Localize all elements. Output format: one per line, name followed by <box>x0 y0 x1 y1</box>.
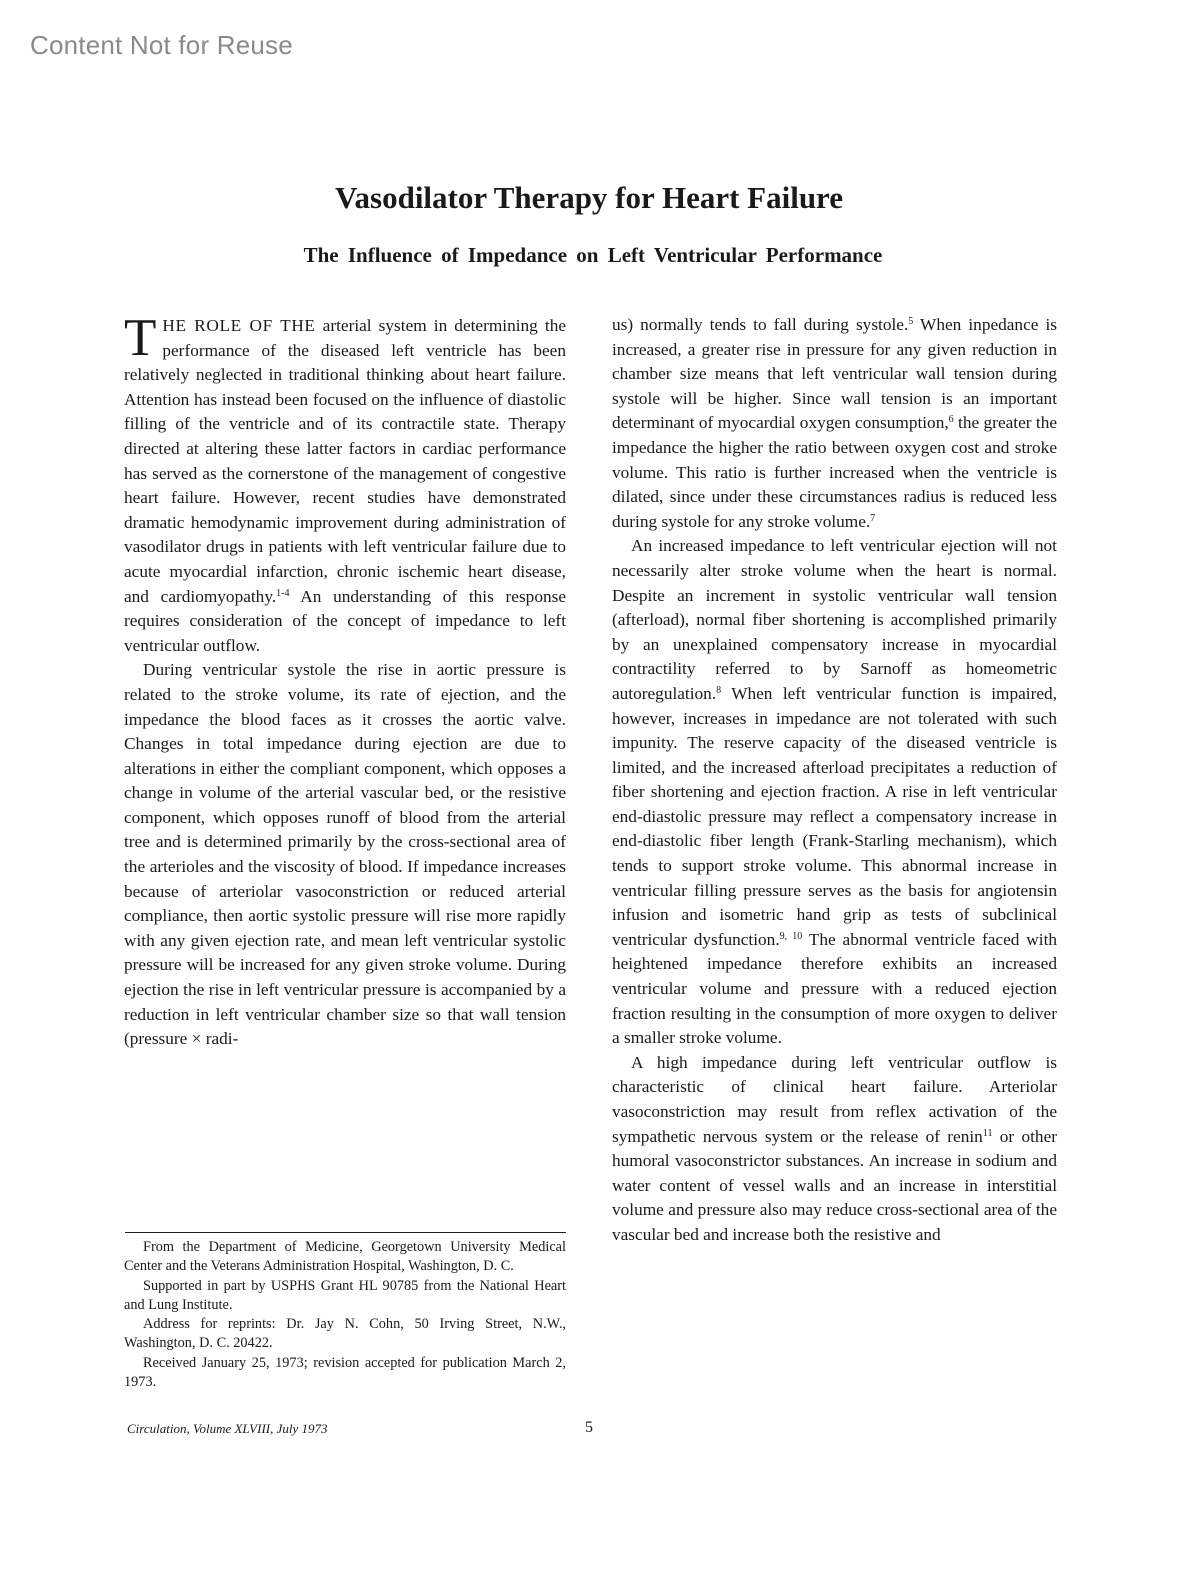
footnote-reprints: Address for reprints: Dr. Jay N. Cohn, 50 Irving Street, N.W., Washington, D. C. 20422. <box>124 1316 566 1352</box>
article-subtitle: The Influence of Impedance on Left Ventricular Performance <box>303 243 883 267</box>
citation-ref: 1-4 <box>276 587 290 599</box>
paragraph-text: An increased impedance to left ventricular ejection will not necessarily alter stroke volume when the heart is normal. Despite an increment in systolic ventricular wall tension (afterload), normal fiber shortening is accomplished primarily by an unexplained compensatory increase in myocardial contractility referred to by Sarnoff as homeometric autoregulation. <box>612 536 1057 703</box>
paragraph-text: us) normally tends to fall during systole. <box>612 315 909 334</box>
citation-ref: 8 <box>716 684 722 696</box>
citation-ref: 7 <box>870 512 876 524</box>
watermark-label: Content Not for Reuse <box>30 30 293 60</box>
footnote-support: Supported in part by USPHS Grant HL 90785 from the National Heart and Lung Institute. <box>124 1277 566 1313</box>
paragraph-impedance <box>612 534 1057 1050</box>
citation-ref: 6 <box>948 414 954 426</box>
citation-ref: 9, 10 <box>779 930 803 942</box>
left-column <box>124 309 567 1052</box>
right-column <box>612 313 1057 1248</box>
paragraph-text: When left ventricular function is impaired, however, increases in impedance are not tolerated with such impunity. The reserve capacity of the diseased ventricle is limited, and the increased afterload precipitates a reduction of fiber shortening and ejection fraction. A rise in left ventricular end-diastolic pressure may reflect a compensatory increase in end-diastolic fiber length (Frank-Starling mechanism), which tends to support stroke volume. This abnormal increase in ventricular filling pressure serves as the basis for angiotensin infusion and isometric hand grip as tests of subclinical ventricular dysfunction. <box>612 683 1057 949</box>
paragraph-text: the greater the impedance the higher the ratio between oxygen cost and stroke volume. This ratio is further increased when the ventricle is dilated, since under these circumstances radius is reduced less during systole for any stroke volume. <box>612 413 1058 531</box>
paragraph-text: or other humoral vasoconstrictor substances. An increase in sodium and water content of vessel walls and an increase in interstitial volume and pressure also may reduce cross-sectional area of the vascular bed and increase both the resistive and <box>612 1126 1057 1244</box>
footnote-department: From the Department of Medicine, Georgetown University Medical Center and the Veterans Administration Hospital, Washington, D. C. <box>124 1239 566 1275</box>
footnotes <box>124 1238 566 1392</box>
article-title: Vasodilator Therapy for Heart Failure <box>334 180 844 215</box>
paragraph-text: An understanding of this response requires consideration of the concept of impedance to left ventricular outflow. <box>124 586 567 655</box>
paragraph-text: The abnormal ventricle faced with heightened impedance therefore exhibits an increased ventricular volume and pressure with a reduced ejection fraction resulting in the consumption of more oxygen to deliver a smaller stroke volume. <box>612 929 1058 1048</box>
drop-cap: T <box>124 309 157 367</box>
paragraph-text: When inpedance is increased, a greater rise in pressure for any given reduction in chamber size means that left ventricular wall tension during systole will be higher. Since wall tension is an important determinant of myocardial oxygen consumption, <box>612 315 1058 433</box>
journal-citation: Circulation, Volume XLVIII, July 1973 <box>127 1421 328 1436</box>
citation-ref: 5 <box>908 316 914 327</box>
paragraph-continued <box>612 313 1057 534</box>
paragraph-text: A high impedance during left ventricular outflow is characteristic of clinical heart failure. Arteriolar vasoconstriction may result from reflex activation of the sympathetic nervous system or the release of renin <box>612 1052 1057 1146</box>
paragraph-2: During ventricular systole the rise in aortic pressure is related to the stroke volume, its rate of ejection, and the impedance the blood faces as it crosses the aortic valve. Changes in total impedance during ejection are due to alterations in either the compliant component, which opposes a change in volume of the arterial vascular bed, or the resistive component, which opposes runoff of blood from the arterial tree and is determined primarily by the cross-sectional area of the arterioles and the viscosity of blood. If impedance increases because of arteriolar vasoconstriction or reduced arterial compliance, then aortic systolic pressure will rise more rapidly with any given ejection rate, and mean left ventricular systolic pressure will be increased for any given stroke volume. During ejection the rise in left ventricular pressure is accompanied by a reduction in left ventricular chamber size so that wall tension (pressure × radi- <box>124 660 566 1049</box>
citation-ref: 11 <box>982 1127 993 1139</box>
paragraph-heart-failure <box>612 1051 1057 1248</box>
footnote-received: Received January 25, 1973; revision accepted for publication March 2, 1973. <box>124 1354 566 1391</box>
paragraph-1 <box>124 309 567 658</box>
footnote-divider <box>125 1232 566 1233</box>
opening-caps: HE ROLE OF THE <box>162 316 316 335</box>
page-number: 5 <box>585 1419 593 1436</box>
paragraph-text: arterial system in determining the performance of the diseased left ventricle has been relatively neglected in traditional thinking about heart failure. Attention has instead been focused on the influence of diastolic filling of the ventricle and of its contractile state. Therapy directed at altering these latter factors in cardiac performance has served as the cornerstone of the management of congestive heart failure. However, recent studies have demonstrated dramatic hemodynamic improvement during administration of vasodilator drugs in patients with left ventricular failure due to acute myocardial infarction, chronic ischemic heart disease, and cardiomyopathy. <box>124 316 567 606</box>
